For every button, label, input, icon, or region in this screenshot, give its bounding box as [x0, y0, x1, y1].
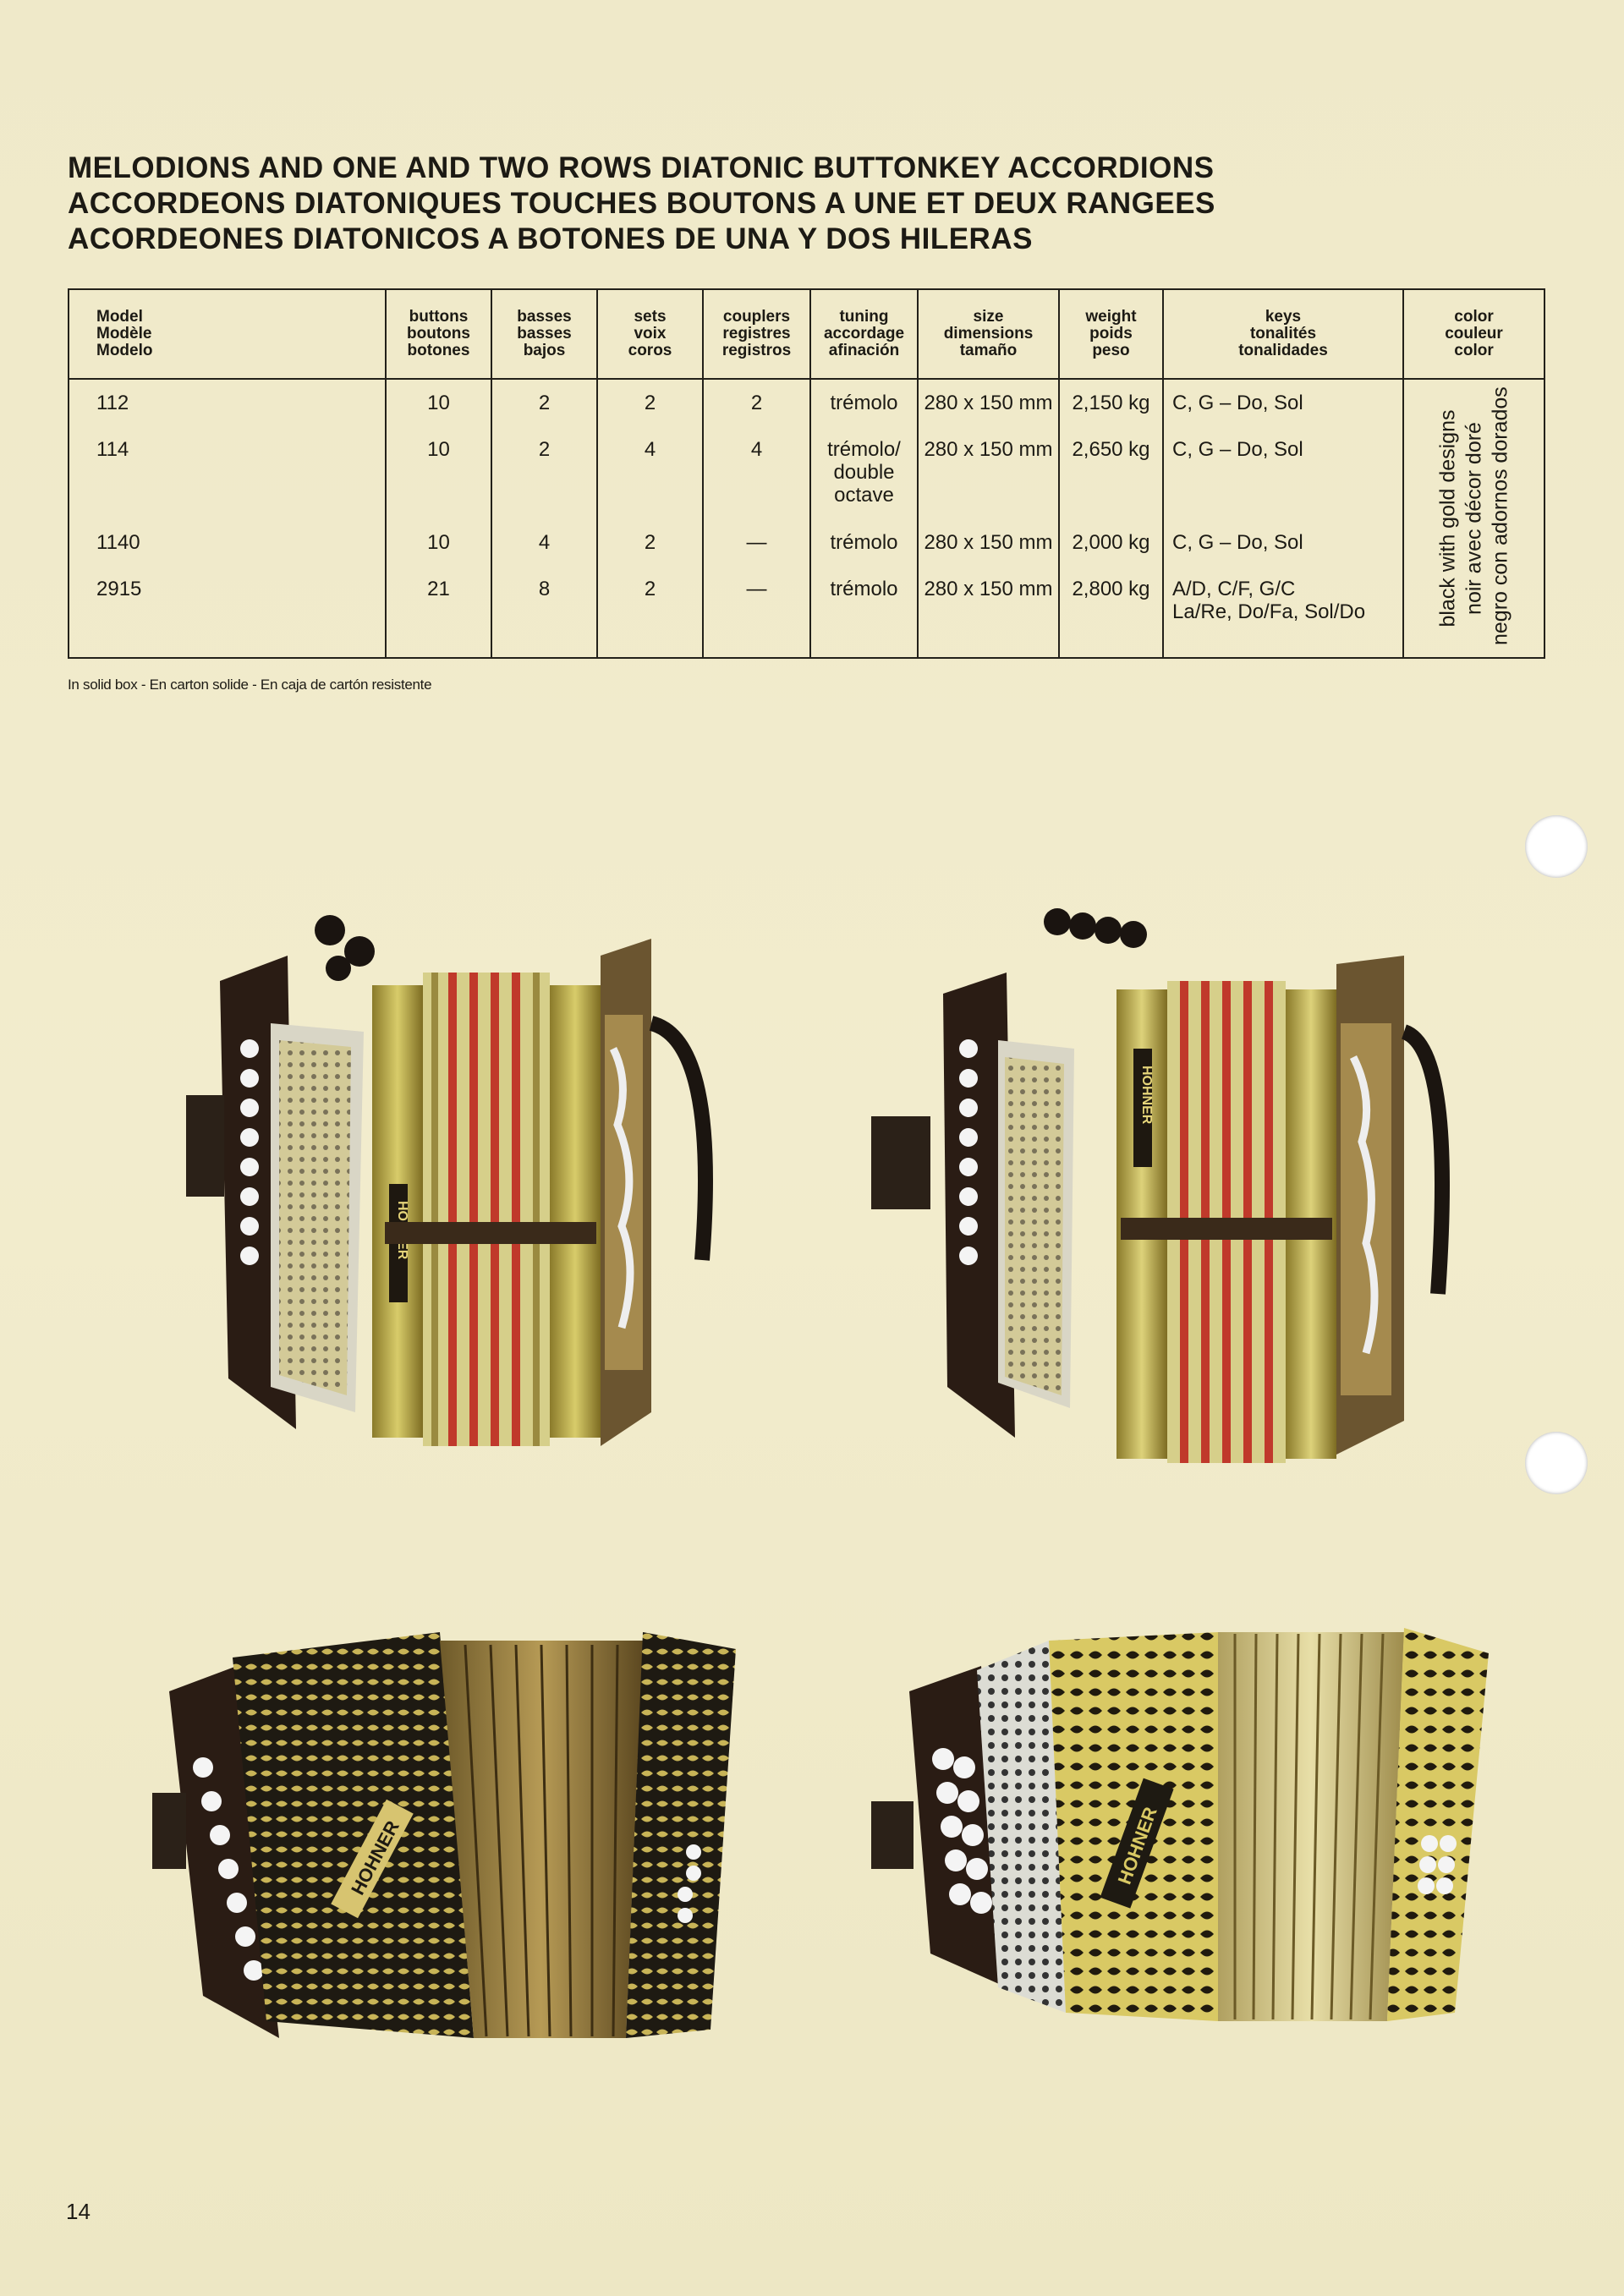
punch-hole-bottom	[1525, 1432, 1588, 1494]
column-model: 112 114 1140 2915	[69, 379, 386, 658]
header-keys: keys tonalités tonalidades	[1163, 289, 1403, 379]
accordion-photo-1	[178, 905, 736, 1463]
spec-table	[68, 288, 1545, 659]
brand-label-3: HOHNER	[347, 1817, 403, 1899]
column-size: 280 x 150 mm 280 x 150 mm 280 x 150 mm 280 x 150 mm	[918, 379, 1059, 658]
color-description: black with gold designs noir avec décor doré negro con adornos dorados	[1435, 386, 1512, 645]
table-body-row	[69, 379, 1544, 658]
header-couplers: couplers registres registros	[703, 289, 810, 379]
header-model: Model Modèle Modelo	[69, 289, 386, 379]
column-color	[1403, 379, 1544, 658]
brand-label-2: HOHNER	[1139, 1066, 1154, 1125]
header-color: color couleur color	[1403, 289, 1544, 379]
title-english: MELODIONS AND ONE AND TWO ROWS DIATONIC BUTTONKEY ACCORDIONS	[68, 151, 1215, 184]
packaging-note: In solid box - En carton solide - En caja de cartón resistente	[68, 677, 432, 693]
column-keys: C, G – Do, Sol C, G – Do, Sol C, G – Do, Sol A/D, C/F, G/C La/Re, Do/Fa, Sol/Do	[1163, 379, 1403, 658]
page-title	[68, 151, 1387, 257]
punch-hole-top	[1525, 815, 1588, 878]
header-basses: basses basses bajos	[491, 289, 597, 379]
brand-label-4: HOHNER	[1113, 1804, 1161, 1888]
header-buttons: buttons boutons botones	[386, 289, 491, 379]
header-size: size dimensions tamaño	[918, 289, 1059, 379]
accordion-photo-2	[863, 896, 1455, 1471]
column-weight: 2,150 kg 2,650 kg 2,000 kg 2,800 kg	[1059, 379, 1163, 658]
title-spanish: ACORDEONES DIATONICOS A BOTONES DE UNA Y DOS HILERAS	[68, 222, 1033, 255]
header-weight: weight poids peso	[1059, 289, 1163, 379]
column-sets: 2 4 2 2	[597, 379, 703, 658]
header-tuning: tuning accordage afinación	[810, 289, 918, 379]
accordion-photo-3	[152, 1598, 761, 2055]
title-french: ACCORDEONS DIATONIQUES TOUCHES BOUTONS A UNE ET DEUX RANGEES	[68, 187, 1215, 220]
column-tuning: trémolo trémolo/ double octave trémolo trémolo	[810, 379, 918, 658]
accordion-photo-4	[863, 1590, 1514, 2055]
column-buttons: 10 10 10 21	[386, 379, 491, 658]
table-header-row	[69, 289, 1544, 379]
page-number: 14	[66, 2199, 91, 2224]
column-couplers: 2 4 — —	[703, 379, 810, 658]
column-basses: 2 2 4 8	[491, 379, 597, 658]
header-sets: sets voix coros	[597, 289, 703, 379]
